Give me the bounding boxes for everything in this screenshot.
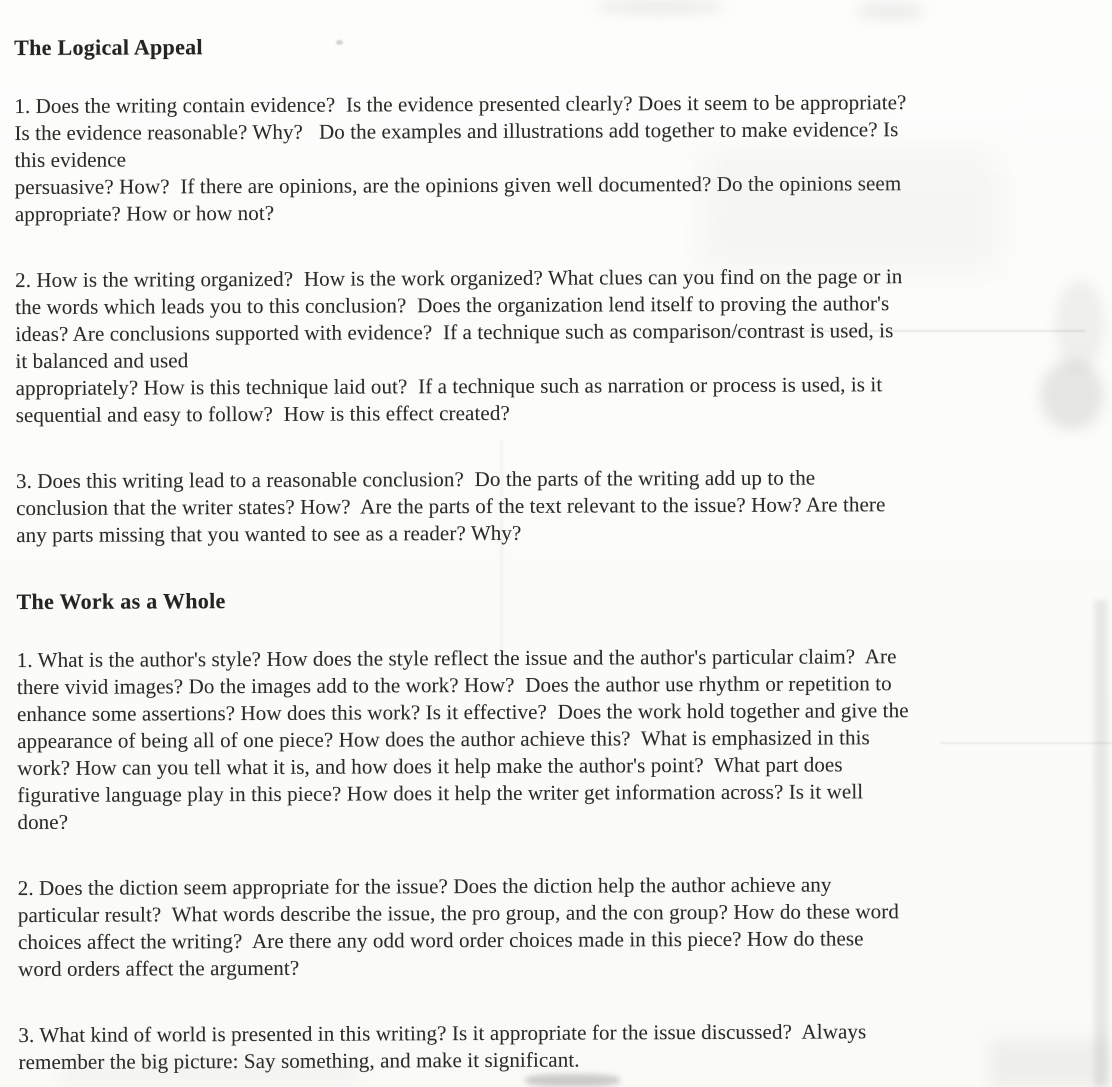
document-content	[14, 29, 1101, 1087]
paragraph	[18, 870, 1100, 983]
document-section	[14, 29, 1098, 549]
text-line: 2. Does the diction seem appropriate for the issue? Does the diction help the author achieve any	[17, 872, 832, 900]
text-line: persuasive? How? If there are opinions, are the opinions given well documented? Do the opinions seem	[14, 171, 902, 199]
text-line: 2. How is the writing organized? How is the work organized? What clues can you find on the page or in	[15, 264, 903, 292]
text-line: 1. Does the writing contain evidence? Is the evidence presented clearly? Does it seem to be appropriate?	[14, 90, 907, 118]
text-line: work? How can you tell what it is, and how does it help make the author's point? What part does	[17, 752, 843, 780]
text-line: appropriate? How or how not?	[14, 200, 275, 226]
text-line: 3. What kind of world is presented in this writing? Is it appropriate for the issue discussed? Always	[18, 1019, 867, 1047]
text-line: 1. What is the author's style? How does the style reflect the issue and the author's particular claim? Are	[16, 644, 897, 672]
text-line: 3. Does this writing lead to a reasonable conclusion? Do the parts of the writing add up to the	[15, 465, 816, 493]
text-line: conclusion that the writer states? How? Are the parts of the text relevant to the issue? How? Are there	[16, 492, 886, 520]
text-line: ideas? Are conclusions supported with evidence? If a technique such as comparison/contrast is used, is	[15, 318, 894, 346]
text-line: this evidence	[14, 147, 127, 172]
section-heading: The Logical Appeal	[14, 34, 203, 60]
text-line: choices affect the writing? Are there any odd word order choices made in this piece? How do these	[17, 926, 864, 954]
text-line: enhance some assertions? How does this work? Is it effective? Does the work hold together and give the	[16, 698, 909, 726]
text-line: appropriately? How is this technique laid out? If a technique such as narration or process is used, is it	[15, 372, 883, 400]
section-heading: The Work as a Whole	[16, 588, 226, 614]
paragraph	[17, 642, 1100, 836]
text-line: particular result? What words describe the issue, the pro group, and the con group? How do these word	[17, 899, 899, 927]
paragraph	[15, 262, 1098, 429]
scan-smudge	[595, 0, 725, 14]
text-line: remember the big picture: Say something, and make it significant.	[18, 1047, 580, 1074]
scan-smudge	[855, 2, 925, 20]
text-line: there vivid images? Do the images add to the work? How? Does the author use rhythm or repetition to	[16, 671, 892, 699]
text-line: figurative language play in this piece? How does it help the writer get information across? Is it well	[17, 779, 864, 807]
text-line: any parts missing that you wanted to see as a reader? Why?	[16, 520, 522, 547]
text-line: it balanced and used	[15, 348, 189, 373]
text-line: appearance of being all of one piece? How does the author achieve this? What is emphasized in this	[17, 725, 870, 753]
text-line: the words which leads you to this conclusion? Does the organization lend itself to proving the author's	[15, 291, 890, 319]
paragraph	[18, 1017, 1100, 1076]
text-line: word orders affect the argument?	[18, 955, 300, 981]
text-line: done?	[17, 809, 69, 834]
paragraph	[14, 88, 1097, 228]
document-section	[16, 583, 1100, 1076]
paragraph	[16, 463, 1098, 549]
text-line: Is the evidence reasonable? Why? Do the examples and illustrations add together to make evidence? Is	[14, 117, 899, 145]
text-line: sequential and easy to follow? How is this effect created?	[15, 400, 510, 427]
